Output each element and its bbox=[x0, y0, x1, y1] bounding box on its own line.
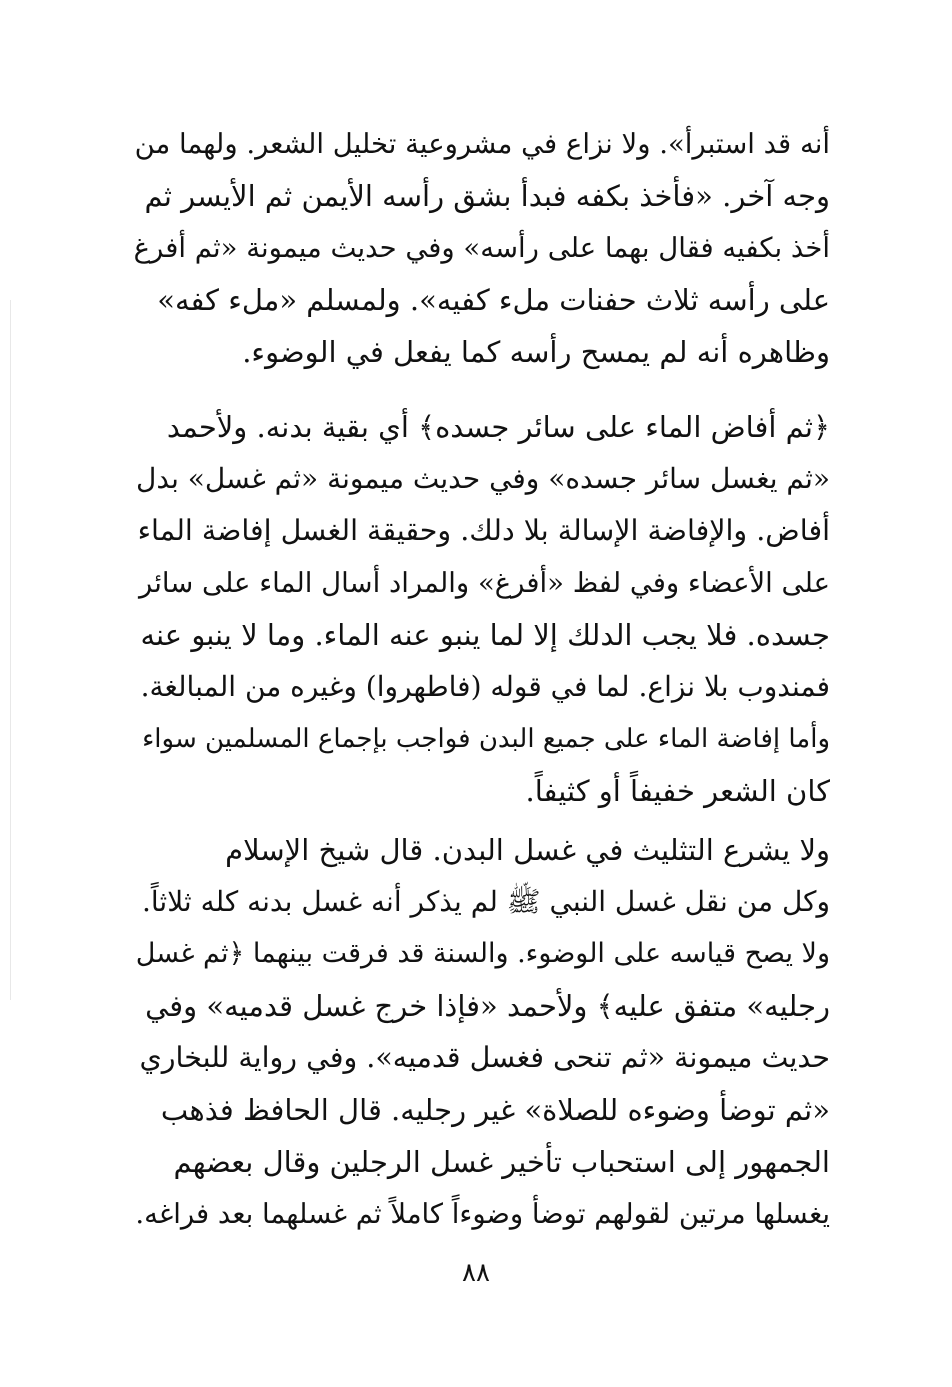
text-line: وأما إفاضة الماء على جميع البدن فواجب بإجماع المسلمين سواء bbox=[142, 724, 830, 754]
text-line: ﴿ثم أفاض الماء على سائر جسده﴾ أي بقية بدنه. ولأحمد bbox=[166, 410, 830, 444]
text-line: يغسلها مرتين لقولهم توضأ وضوءاً كاملاً ثم غسلهما بعد فراغه. bbox=[135, 1198, 830, 1230]
text-line: رجليه» متفق عليه﴾ ولأحمد «فإذا خرج غسل قدميه» وفي bbox=[145, 989, 830, 1023]
text-line: جسده. فلا يجب الدلك إلا لما ينبو عنه الماء. وما لا ينبو عنه bbox=[140, 618, 830, 652]
scan-edge-line bbox=[10, 300, 11, 1000]
text-line: وظاهره أنه لم يمسح رأسه كما يفعل في الوضوء. bbox=[242, 335, 830, 369]
text-line: ولا يشرع التثليث في غسل البدن. قال شيخ الإسلام bbox=[225, 833, 830, 867]
text-line: وجه آخر. «فأخذ بكفه فبدأ بشق رأسه الأيمن ثم الأيسر ثم bbox=[144, 179, 830, 213]
text-line: أخذ بكفيه فقال بهما على رأسه» وفي حديث ميمونة «ثم أفرغ bbox=[134, 232, 830, 264]
text-line: حديث ميمونة «ثم تنحى فغسل قدميه». وفي رواية للبخاري bbox=[139, 1041, 830, 1074]
text-line: على رأسه ثلاث حفنات ملء كفيه». ولمسلم «ملء كفه» bbox=[157, 283, 830, 317]
paragraph-1 bbox=[134, 118, 830, 378]
text-line: أفاض. والإفاضة الإسالة بلا دلك. وحقيقة الغسل إفاضة الماء bbox=[137, 514, 830, 547]
paragraph-3 bbox=[134, 824, 830, 1240]
text-line: «ثم يغسل سائر جسده» وفي حديث ميمونة «ثم غسل» بدل bbox=[136, 462, 830, 495]
text-line: على الأعضاء وفي لفظ «أفرغ» والمراد أسال الماء على سائر bbox=[139, 567, 830, 599]
text-line: أنه قد استبرأ». ولا نزاع في مشروعية تخليل الشعر. ولهما من bbox=[134, 128, 830, 160]
text-line: وكل من نقل غسل النبي ﷺ لم يذكر أنه غسل بدنه كله ثلاثاً. bbox=[141, 885, 830, 918]
text-line: الجمهور إلى استحباب تأخير غسل الرجلين وقال بعضهم bbox=[173, 1145, 830, 1179]
page-number: ٨٨ bbox=[462, 1258, 490, 1288]
text-line: كان الشعر خفيفاً أو كثيفاً. bbox=[525, 774, 830, 808]
paragraph-2 bbox=[134, 401, 830, 817]
text-line: ولا يصح قياسه على الوضوء. والسنة قد فرقت بينهما ﴿ثم غسل bbox=[135, 938, 830, 969]
text-line: فمندوب بلا نزاع. لما في قوله (فاطهروا) وغيره من المبالغة. bbox=[140, 670, 830, 703]
text-line: «ثم توضأ وضوءه للصلاة» غير رجليه. قال الحافظ فذهب bbox=[160, 1093, 830, 1127]
